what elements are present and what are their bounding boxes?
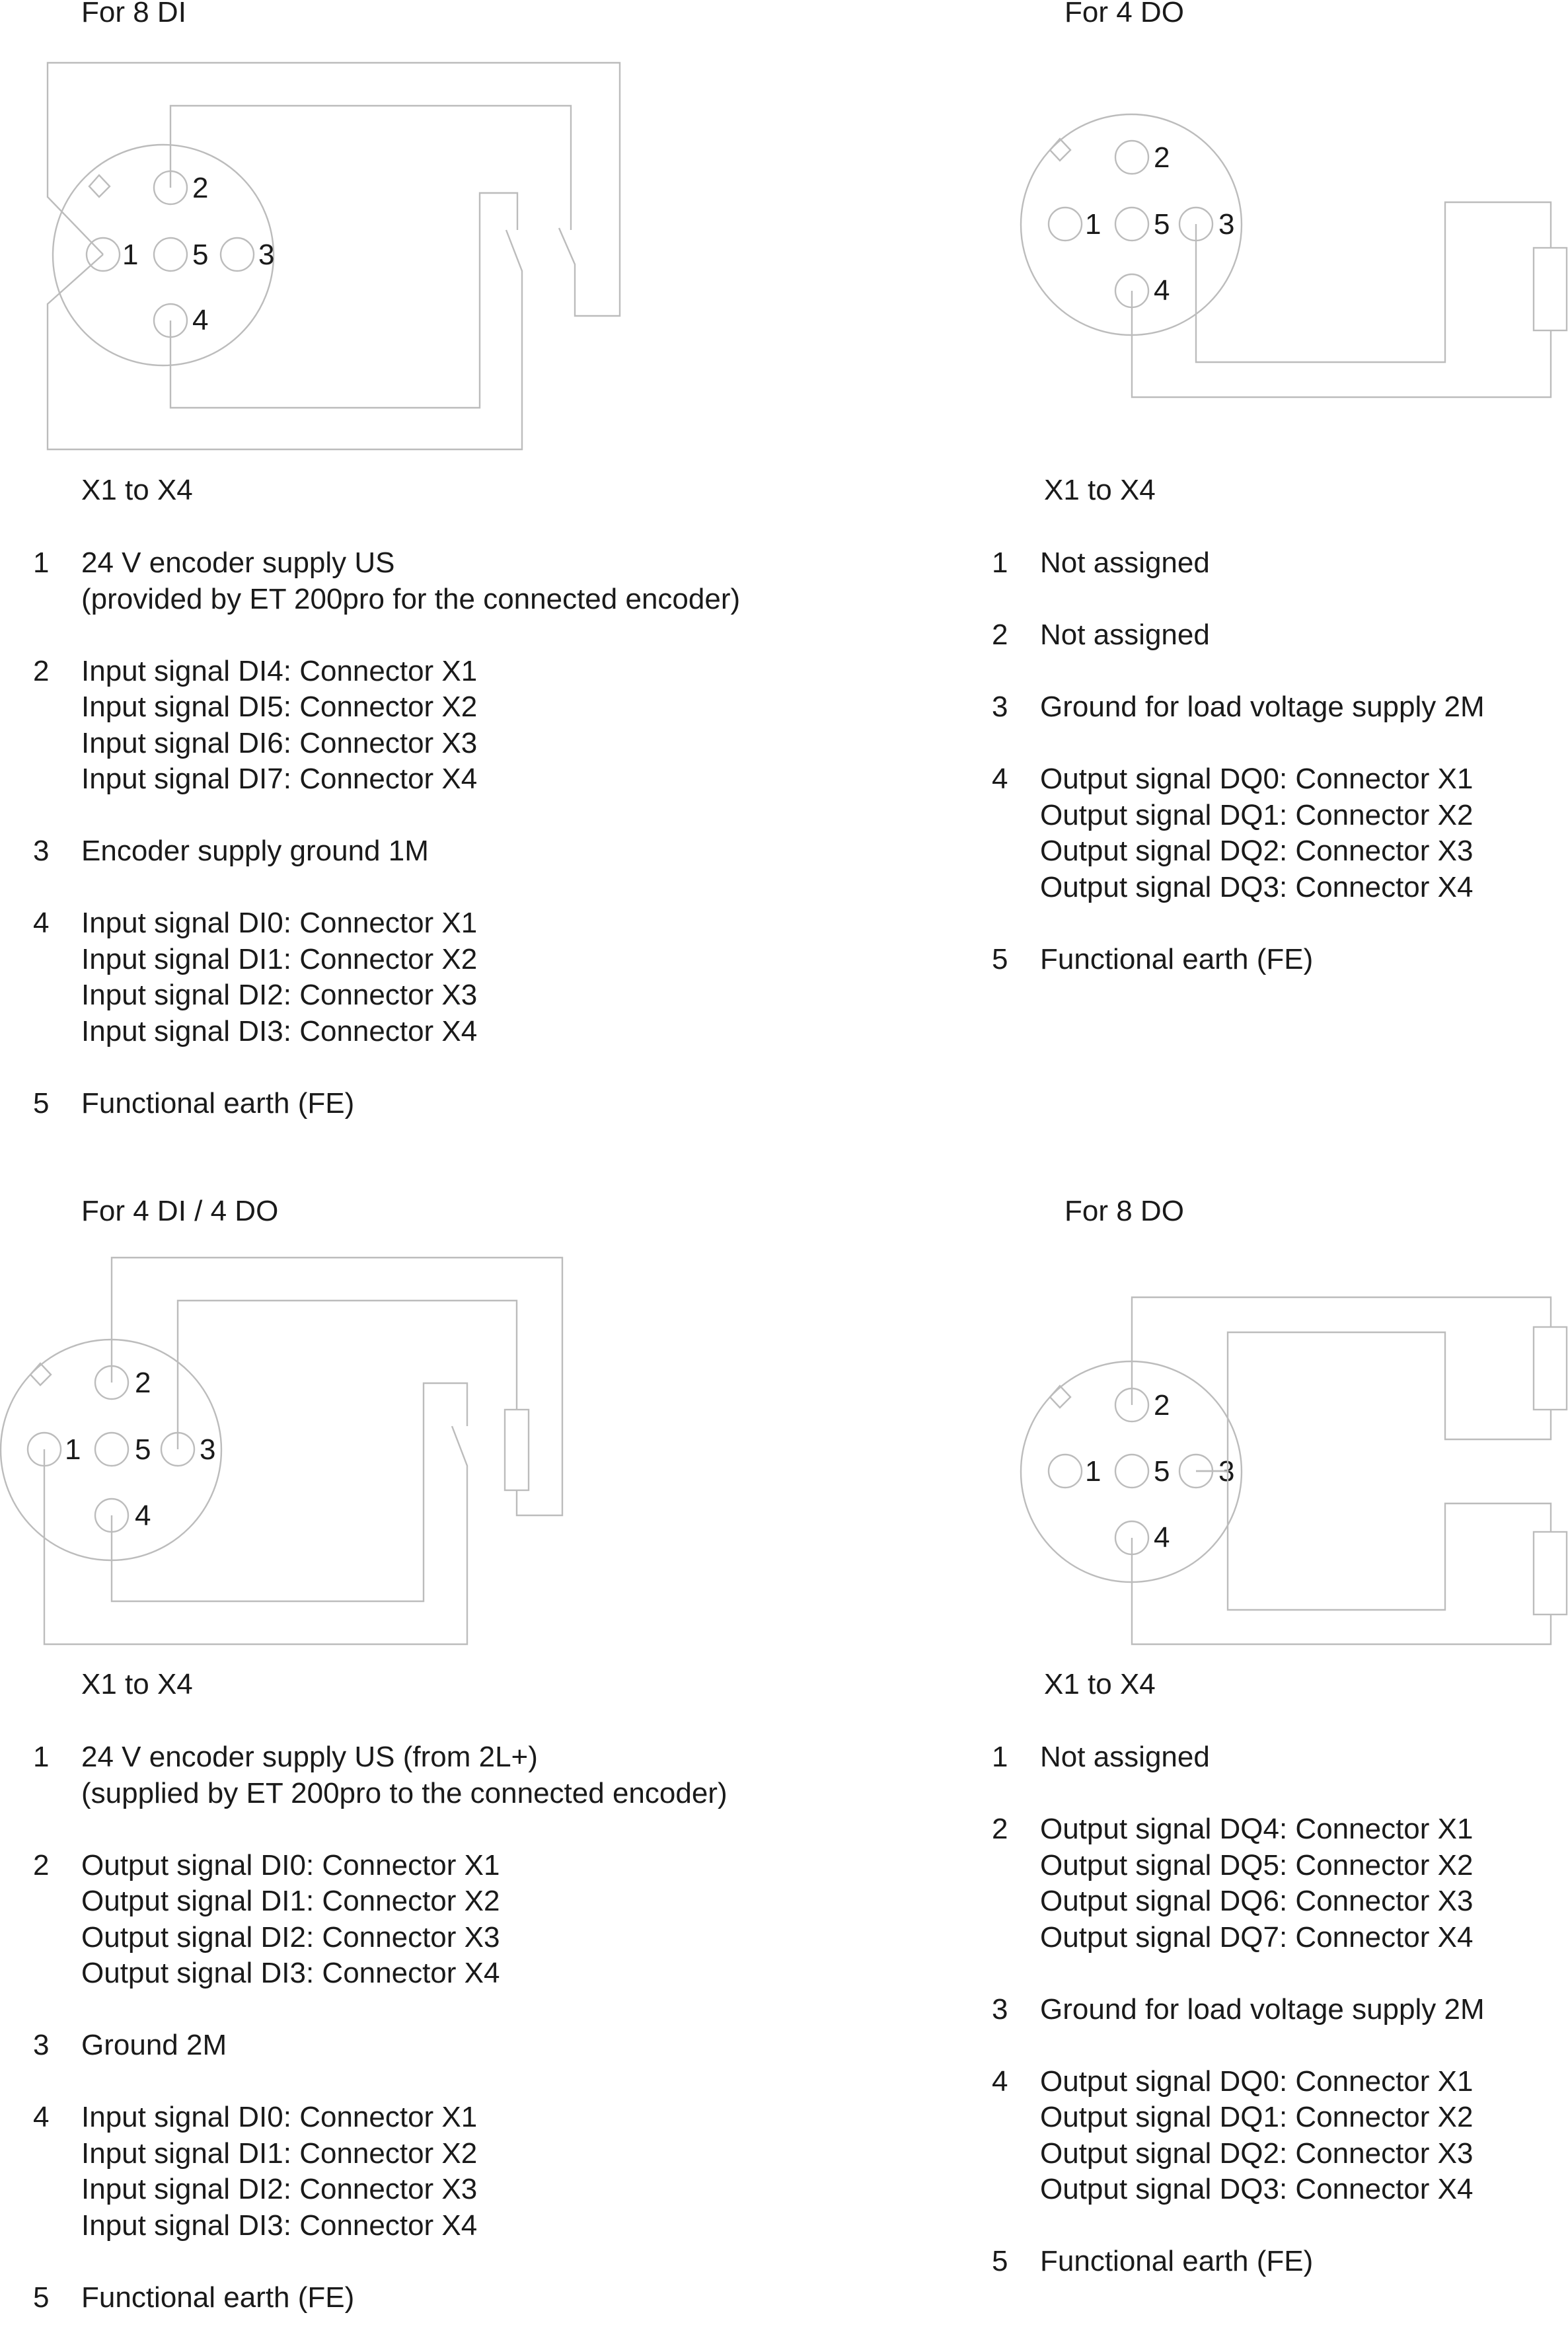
- wire-pin1-return: [48, 230, 522, 449]
- panel-4do: [784, 0, 1568, 1158]
- pin-number: 2: [992, 619, 1008, 651]
- pin-item-5: [33, 2280, 793, 2316]
- pin-label-2: 2: [192, 172, 209, 204]
- pin-number: 1: [992, 1741, 1008, 1773]
- pin-assignment-list: [33, 545, 793, 1158]
- pin-label-5: 5: [1154, 208, 1170, 241]
- coding-key-icon: [1050, 139, 1070, 161]
- wire-pin4: [170, 193, 517, 408]
- pin-item-1: [992, 1739, 1568, 1776]
- wire-pin4: [1132, 1538, 1551, 1644]
- pin-description: Output signal DQ2: Connector X3: [1040, 2137, 1474, 2170]
- pin-description: Input signal DI3: Connector X4: [81, 2209, 478, 2242]
- pin-number: 3: [992, 691, 1008, 723]
- wiring-diagram: [0, 1158, 784, 1621]
- pin-number: 5: [992, 942, 1008, 975]
- pin-description: Output signal DQ4: Connector X1: [1040, 1813, 1474, 1845]
- wire-pin3: [178, 1301, 517, 1449]
- pin-description: 24 V encoder supply US (from 2L+): [81, 1741, 538, 1773]
- pin-description: Output signal DI3: Connector X4: [81, 1957, 500, 1989]
- pin-number: 2: [33, 1848, 50, 1881]
- pin-label-5: 5: [135, 1433, 151, 1466]
- pin-label-5: 5: [1154, 1455, 1170, 1488]
- pin-description: Output signal DI1: Connector X2: [81, 1885, 500, 1917]
- pin-number: 5: [33, 1086, 50, 1119]
- pin-item-1: [33, 545, 793, 617]
- pin-label-4: 4: [192, 304, 209, 336]
- wire-pin4: [112, 1383, 467, 1601]
- pin-description: Input signal DI0: Connector X1: [81, 907, 478, 939]
- pin-label-3: 3: [200, 1433, 216, 1466]
- pin-label-3: 3: [1218, 1455, 1235, 1488]
- pin-description: Functional earth (FE): [81, 2281, 355, 2314]
- coding-key-icon: [1050, 1386, 1070, 1408]
- pin-number: 5: [33, 2281, 50, 2314]
- wire-pin1: [48, 63, 620, 316]
- pin-description: (supplied by ET 200pro to the connected encoder): [81, 1776, 728, 1809]
- pin-label-2: 2: [1154, 141, 1170, 174]
- pin-description: Ground 2M: [81, 2029, 227, 2061]
- pin-item-2: [992, 1811, 1568, 1955]
- pin-description: Output signal DI0: Connector X1: [81, 1848, 500, 1881]
- coding-key-icon: [89, 175, 110, 197]
- panel-8do: [784, 1158, 1568, 2317]
- pin-label-1: 1: [1085, 208, 1101, 241]
- connector-label: X1 to X4: [81, 1668, 193, 1700]
- pin-label-1: 1: [122, 239, 139, 271]
- pin-label-4: 4: [1154, 1521, 1170, 1554]
- pin-description: Input signal DI6: Connector X3: [81, 726, 478, 759]
- pin-item-4: [992, 2064, 1568, 2208]
- pin-label-3: 3: [258, 239, 275, 271]
- pin-description: Input signal DI4: Connector X1: [81, 654, 478, 687]
- pin-item-4: [33, 905, 793, 1049]
- pin-description: Output signal DQ2: Connector X3: [1040, 835, 1474, 867]
- pin-item-1: [33, 1739, 793, 1811]
- pin-item-3: [33, 833, 793, 870]
- pin-description: Input signal DI3: Connector X4: [81, 1014, 478, 1047]
- wiring: [44, 1258, 562, 1644]
- panel-4di-4do: [0, 1158, 784, 2317]
- pin-hole-5: [95, 1433, 128, 1466]
- pin-description: Input signal DI2: Connector X3: [81, 979, 478, 1011]
- pin-label-2: 2: [135, 1367, 151, 1399]
- panel-heading: For 8 DO: [1064, 1195, 1184, 1227]
- pin-hole-3: [221, 238, 254, 271]
- pin-label-5: 5: [192, 239, 209, 271]
- pin-description: Output signal DQ1: Connector X2: [1040, 2101, 1474, 2133]
- panel-heading: For 8 DI: [81, 0, 186, 28]
- pin-description: Ground for load voltage supply 2M: [1040, 691, 1485, 723]
- pin-hole-1: [1049, 208, 1082, 241]
- pin-item-5: [33, 1086, 793, 1122]
- pin-item-2: [33, 654, 793, 798]
- pin-description: Output signal DI2: Connector X3: [81, 1920, 500, 1954]
- connector-face: [53, 145, 274, 365]
- pin-description: (provided by ET 200pro for the connected encoder): [81, 582, 741, 615]
- pin-description: Not assigned: [1040, 619, 1210, 651]
- wiring-diagram: [784, 0, 1568, 463]
- wire-pin2: [1132, 1297, 1551, 1405]
- pin-description: Functional earth (FE): [1040, 2245, 1314, 2277]
- wire-pin4: [1132, 291, 1551, 397]
- pin-hole-1: [1049, 1455, 1082, 1488]
- pin-hole-2: [1115, 141, 1148, 174]
- pin-description: Output signal DQ3: Connector X4: [1040, 2173, 1474, 2205]
- load-resistor-top: [1534, 1327, 1567, 1410]
- pin-description: Output signal DQ1: Connector X2: [1040, 798, 1474, 831]
- pin-description: Functional earth (FE): [81, 1086, 355, 1119]
- wiring: [1132, 1297, 1567, 1644]
- panel-heading: For 4 DI / 4 DO: [81, 1195, 279, 1227]
- pin-description: Output signal DQ5: Connector X2: [1040, 1848, 1474, 1881]
- pin-description: Output signal DQ6: Connector X3: [1040, 1885, 1474, 1917]
- wire-pin2: [112, 1258, 562, 1515]
- pin-item-3: [992, 689, 1568, 726]
- pin-hole-5: [154, 238, 187, 271]
- pin-item-4: [33, 2100, 793, 2244]
- load-resistor: [1534, 248, 1567, 330]
- pin-number: 4: [992, 2065, 1008, 2098]
- pin-description: Input signal DI1: Connector X2: [81, 942, 478, 975]
- pin-description: Output signal DQ7: Connector X4: [1040, 1920, 1474, 1954]
- pin-hole-5: [1115, 208, 1148, 241]
- wire-pin3-top: [1196, 1332, 1551, 1471]
- pin-description: Input signal DI0: Connector X1: [81, 2101, 478, 2133]
- pin-description: 24 V encoder supply US: [81, 547, 395, 579]
- pin-description: Output signal DQ0: Connector X1: [1040, 763, 1474, 795]
- pin-assignment-list: [992, 545, 1568, 1014]
- wire-pin3-bottom: [1196, 1471, 1551, 1610]
- wire-pin3: [1196, 202, 1551, 362]
- load-resistor-bottom: [1534, 1532, 1567, 1614]
- coding-key-icon: [30, 1363, 51, 1385]
- pin-item-1: [992, 545, 1568, 582]
- pin-number: 4: [33, 2101, 50, 2133]
- pin-number: 2: [33, 654, 50, 687]
- pin-hole-5: [1115, 1455, 1148, 1488]
- pin-item-4: [992, 761, 1568, 905]
- pin-number: 1: [33, 1741, 50, 1773]
- pin-number: 4: [992, 763, 1008, 795]
- pin-description: Input signal DI1: Connector X2: [81, 2137, 478, 2170]
- pin-number: 1: [33, 547, 50, 579]
- wire-pin1: [44, 1426, 467, 1644]
- pin-item-5: [992, 942, 1568, 978]
- pin-label-3: 3: [1218, 208, 1235, 241]
- pin-description: Functional earth (FE): [1040, 942, 1314, 975]
- pin-number: 3: [33, 835, 50, 867]
- pin-number: 3: [33, 2029, 50, 2061]
- panel-8di: [0, 0, 784, 1158]
- connector-label: X1 to X4: [1044, 1668, 1156, 1700]
- pin-number: 2: [992, 1813, 1008, 1845]
- connector-label: X1 to X4: [1044, 474, 1156, 506]
- pin-item-2: [33, 1848, 793, 1992]
- pin-description: Input signal DI7: Connector X4: [81, 763, 478, 795]
- pin-number: 3: [992, 1992, 1008, 2026]
- pin-label-4: 4: [135, 1499, 151, 1532]
- connector-label: X1 to X4: [81, 474, 193, 506]
- pin-item-5: [992, 2244, 1568, 2280]
- pin-description: Not assigned: [1040, 1741, 1210, 1773]
- pin-label-1: 1: [65, 1433, 81, 1466]
- wiring: [1132, 202, 1567, 397]
- pin-description: Input signal DI2: Connector X3: [81, 2173, 478, 2205]
- panel-heading: For 4 DO: [1064, 0, 1184, 28]
- wiring-diagram: [784, 1158, 1568, 1621]
- pin-description: Output signal DQ0: Connector X1: [1040, 2065, 1474, 2098]
- pin-assignment-list: [992, 1739, 1568, 2316]
- pin-number: 5: [992, 2245, 1008, 2277]
- pin-label-1: 1: [1085, 1455, 1101, 1488]
- load-resistor: [505, 1410, 529, 1490]
- pin-description: Input signal DI5: Connector X2: [81, 691, 478, 723]
- pin-description: Ground for load voltage supply 2M: [1040, 1992, 1485, 2026]
- pin-number: 1: [992, 547, 1008, 579]
- wiring-diagram: [0, 0, 784, 463]
- pin-number: 4: [33, 907, 50, 939]
- pin-label-2: 2: [1154, 1389, 1170, 1422]
- pin-description: Encoder supply ground 1M: [81, 835, 429, 867]
- pin-description: Not assigned: [1040, 547, 1210, 579]
- pin-item-2: [992, 617, 1568, 654]
- pin-label-4: 4: [1154, 274, 1170, 307]
- pin-description: Output signal DQ3: Connector X4: [1040, 870, 1474, 903]
- pin-item-3: [992, 1992, 1568, 2028]
- pin-item-3: [33, 2028, 793, 2064]
- pin-assignment-list: [33, 1739, 793, 2352]
